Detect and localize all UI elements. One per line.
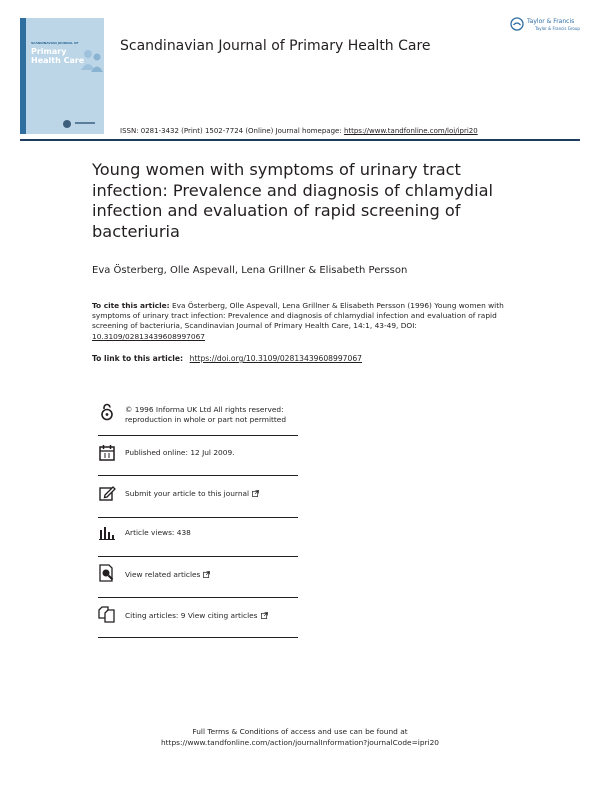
info-divider: [98, 597, 298, 598]
article-views-text: Article views: 438: [125, 528, 191, 537]
info-divider: [98, 517, 298, 518]
footer-terms-text: Full Terms & Conditions of access and use can be found at: [192, 727, 408, 736]
calendar-icon: [98, 444, 116, 462]
published-text: Published online: 12 Jul 2009.: [125, 448, 235, 457]
citing-documents-icon: [98, 605, 116, 623]
publisher-logo-icon: [510, 17, 524, 31]
related-articles-link[interactable]: [125, 570, 210, 580]
info-divider: [98, 556, 298, 557]
copyright-text: [125, 405, 286, 425]
cover-title-line1: Primary: [31, 47, 67, 56]
cover-title: [31, 47, 84, 65]
copyright-line1: © 1996 Informa UK Ltd All rights reserved:: [125, 405, 284, 414]
article-doi-link[interactable]: https://doi.org/10.3109/02813439608997067: [189, 354, 362, 363]
citation-doi-link[interactable]: 10.3109/02813439608997067: [92, 331, 205, 341]
publisher-name: Taylor & Francis: [527, 18, 575, 25]
citing-articles-label: Citing articles: 9 View citing articles: [125, 611, 258, 620]
copyright-line2: reproduction in whole or part not permitted: [125, 415, 287, 424]
publisher-logo[interactable]: [510, 16, 582, 36]
publisher-sub: Taylor & Francis Group: [535, 26, 580, 31]
external-link-icon: [261, 612, 268, 619]
cover-stripe: [20, 18, 26, 134]
article-link-line: [92, 354, 362, 363]
info-divider: [98, 475, 298, 476]
submit-article-row[interactable]: [98, 484, 298, 504]
bar-chart-icon: [98, 524, 116, 542]
link-label: To link to this article:: [92, 354, 186, 363]
article-title: Young women with symptoms of urinary tract infection: Prevalence and diagnosis of chlamydial infection and evaluation of rapid screening of bacteriuria: [92, 160, 493, 241]
related-articles-label: View related articles: [125, 570, 201, 579]
journal-cover-image: [20, 18, 104, 134]
copyright-row: [98, 403, 298, 433]
issn-text: ISSN: 0281-3432 (Print) 1502-7724 (Online) Journal homepage:: [120, 127, 344, 135]
citation-label: To cite this article:: [92, 301, 170, 310]
edit-pencil-icon: [98, 484, 116, 502]
article-views-row: [98, 524, 298, 544]
journal-name[interactable]: Scandinavian Journal of Primary Health Care: [120, 38, 431, 54]
external-link-icon: [203, 571, 210, 578]
journal-homepage-link[interactable]: https://www.tandfonline.com/loi/ipri20: [343, 127, 478, 135]
cover-illustration-icon: [78, 46, 104, 72]
cover-kicker: SCANDINAVIAN JOURNAL OF: [31, 41, 79, 45]
submit-article-link[interactable]: [125, 489, 259, 499]
article-authors: Eva Österberg, Olle Aspevall, Lena Grillner & Elisabeth Persson: [92, 265, 408, 276]
published-row: [98, 444, 298, 464]
submit-article-label: Submit your article to this journal: [125, 489, 250, 498]
external-link-icon: [252, 490, 259, 497]
citing-articles-row[interactable]: [98, 605, 298, 625]
search-document-icon: [98, 564, 116, 582]
related-articles-row[interactable]: [98, 564, 298, 586]
footer-terms-link[interactable]: https://www.tandfonline.com/action/journalInformation?journalCode=ipri20: [160, 738, 440, 747]
info-divider: [98, 637, 298, 638]
citing-articles-link[interactable]: [125, 611, 268, 621]
cover-publisher-logo-icon: [62, 119, 72, 129]
info-divider: [98, 435, 298, 436]
cover-title-line2: Health Care: [31, 56, 85, 65]
citation-block: [92, 301, 512, 342]
header-divider: [20, 139, 580, 141]
cover-footer-bar: [75, 122, 95, 124]
citation-text: Eva Österberg, Olle Aspevall, Lena Grillner & Elisabeth Persson (1996) Young women with symptoms of urinary tract infection: Prevalence and diagnosis of chlamydial infection and evaluation of rapid screening of bacteriuria, Scandinavian Journal of Primary Health Care, 14:1, 43-49, DOI:: [92, 301, 504, 331]
issn-line: [120, 127, 478, 135]
open-access-lock-icon: [98, 403, 116, 421]
